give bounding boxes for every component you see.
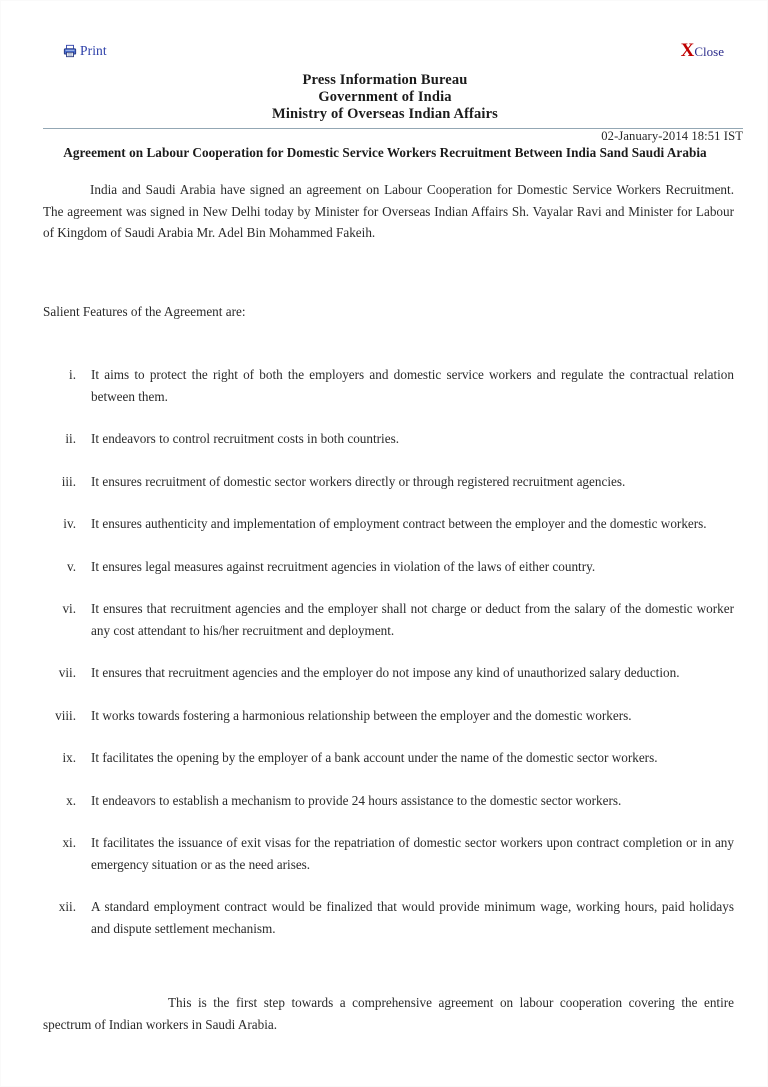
list-item-text: It endeavors to establish a mechanism to provide 24 hours assistance to the domestic sector workers. <box>91 792 622 808</box>
masthead-government: Government of India <box>318 88 452 105</box>
features-lead-in: Salient Features of the Agreement are: <box>43 303 246 319</box>
list-item-text: It works towards fostering a harmonious relationship between the employer and the domestic workers. <box>91 707 632 723</box>
closing-paragraph: This is the first step towards a comprehensive agreement on labour cooperation covering the entire spectrum of Indian workers in Saudi Arabia. <box>43 995 734 1032</box>
list-item <box>43 896 734 939</box>
list-item <box>43 747 734 769</box>
list-item-marker: iii. <box>61 473 76 489</box>
list-item <box>43 364 734 407</box>
list-item-marker: xii. <box>58 899 76 914</box>
list-item-marker: iv. <box>63 516 76 531</box>
print-button[interactable] <box>63 43 107 59</box>
list-item <box>43 471 734 493</box>
list-item-text: It ensures legal measures against recruitment agencies in violation of the laws of either country. <box>91 558 596 574</box>
list-item-marker: i. <box>69 367 76 382</box>
close-x-icon: X <box>680 40 695 61</box>
list-item <box>43 790 734 812</box>
list-item <box>43 428 734 450</box>
printer-icon <box>63 44 77 58</box>
close-label: Close <box>694 44 724 59</box>
list-item <box>43 598 734 641</box>
list-item-text: It ensures that recruitment agencies and the employer do not impose any kind of unauthorized salary deduction. <box>91 665 680 680</box>
list-item-text: It ensures authenticity and implementation of employment contract between the employer and the domestic workers. <box>91 516 707 531</box>
list-item <box>43 705 734 727</box>
list-item-text: It endeavors to control recruitment costs in both countries. <box>91 431 399 446</box>
release-datestamp: 02-January-2014 18:51 IST <box>601 129 743 143</box>
list-item <box>43 662 734 684</box>
list-item-marker: vii. <box>58 665 76 680</box>
list-item-text: It ensures recruitment of domestic sector workers directly or through registered recruitment agencies. <box>91 473 626 489</box>
intro-paragraph: India and Saudi Arabia have signed an agreement on Labour Cooperation for Domestic Service Workers Recruitment. The agreement was signed in New Delhi today by Minister for Overseas Indian Affairs Sh. Vayalar Ravi and Minister for Labour of Kingdom of Saudi Arabia Mr. Adel Bin Mohammed Fakeih. <box>43 182 734 240</box>
print-label: Print <box>80 43 107 58</box>
list-item <box>43 556 734 578</box>
page-title: Agreement on Labour Cooperation for Domestic Service Workers Recruitment Between India Sand Saudi Arabia <box>63 145 707 160</box>
masthead-ministry: Ministry of Overseas Indian Affairs <box>272 105 498 122</box>
list-item-marker: xi. <box>62 835 76 850</box>
list-item-marker: viii. <box>55 707 76 723</box>
list-item <box>43 513 734 535</box>
list-item-text: It aims to protect the right of both the employers and domestic service workers and regulate the contractual relation between them. <box>91 367 734 404</box>
list-item-text: It facilitates the opening by the employer of a bank account under the name of the domestic sector workers. <box>91 750 658 765</box>
list-item-text: A standard employment contract would be finalized that would provide minimum wage, working hours, paid holidays and dispute settlement mechanism. <box>91 899 734 936</box>
list-item <box>43 832 734 875</box>
list-item-marker: ix. <box>62 750 76 765</box>
masthead-organization: Press Information Bureau <box>302 72 468 88</box>
list-item-marker: vi. <box>62 601 76 616</box>
salient-features-list <box>43 322 734 939</box>
document-action-bar <box>1 40 768 67</box>
masthead <box>1 72 768 122</box>
list-item-marker: ii. <box>65 431 76 446</box>
release-body <box>43 179 734 1035</box>
list-item-text: It facilitates the issuance of exit visas for the repatriation of domestic sector workers upon contract completion or in any emergency situation or as the need arises. <box>91 835 734 872</box>
close-button[interactable] <box>681 41 724 60</box>
list-item-marker: x. <box>66 792 76 808</box>
list-item-text: It ensures that recruitment agencies and the employer shall not charge or deduct from the salary of the domestic worker any cost attendant to his/her recruitment and deployment. <box>91 601 734 638</box>
list-item-marker: v. <box>66 558 76 574</box>
